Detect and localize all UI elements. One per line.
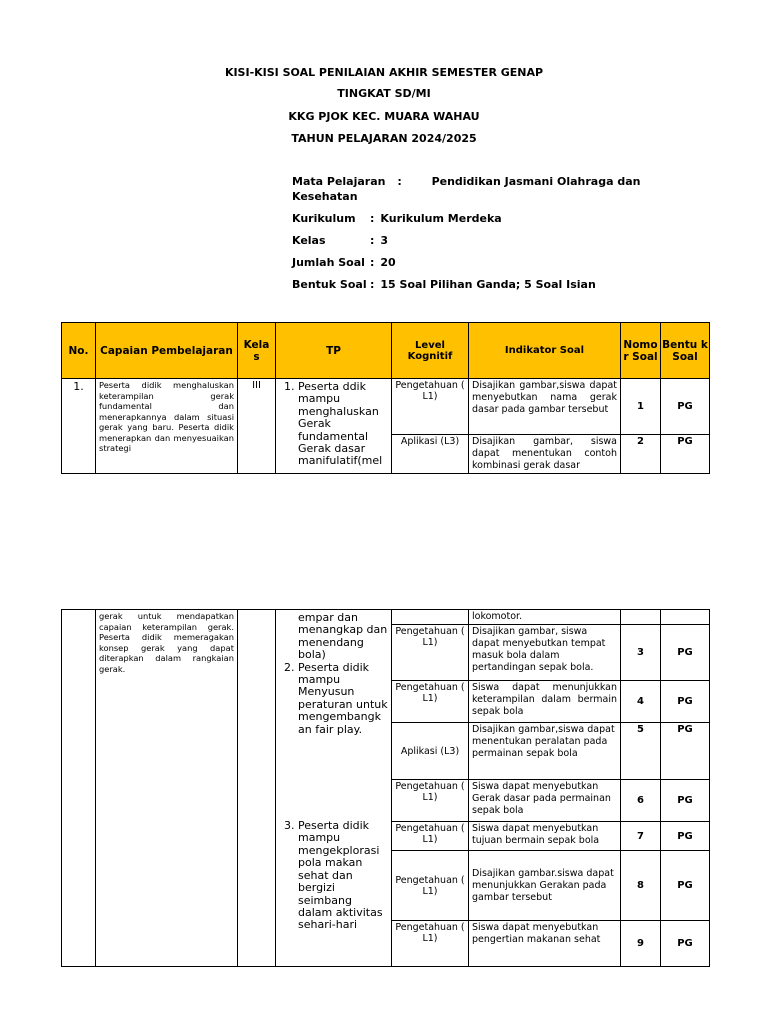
level-cell: Aplikasi (L3) — [392, 723, 469, 780]
indikator-cell: Disajikan gambar,siswa dapat menentukan peralatan pada permainan sepak bola — [469, 723, 621, 780]
meta-jumlah-label: Jumlah Soal — [292, 256, 365, 269]
row-no-cont — [62, 610, 96, 967]
indikator-cell: Siswa dapat menunjukkan keterampilan dalam bermain sepak bola — [469, 681, 621, 723]
bentuk-cell: PG — [661, 435, 710, 474]
level-cell: Pengetahuan ( L1) — [392, 851, 469, 921]
nomor-cell: 3 — [621, 625, 661, 681]
header-kelas: Kela s — [238, 323, 276, 379]
tp-item-2: 2. Peserta didik mampu Menyusun peraturan untuk mengembangk an fair play. — [298, 662, 389, 736]
header-bentuk: Bentu k Soal — [661, 323, 710, 379]
nomor-cell: 5 — [621, 723, 661, 780]
capaian-text: Peserta didik menghaluskan keterampilan gerak fundamental dan menerapkannya dalam situasi gerak yang baru. Peserta didik menerapkan dan menyesuaikan strategi — [96, 379, 238, 474]
indikator-cell: Disajikan gambar, siswa dapat menyebutkan tempat masuk bola dalam pertandingan sepak bola. — [469, 625, 621, 681]
indikator-cell: Siswa dapat menyebutkan pengertian makanan sehat — [469, 921, 621, 967]
bentuk-cell: PG — [661, 921, 710, 967]
level-cell: Pengetahuan ( L1) — [392, 822, 469, 851]
tp-cell-cont — [276, 610, 392, 967]
level-cell: Aplikasi (L3) — [392, 435, 469, 474]
level-cell: Pengetahuan ( L1) — [392, 921, 469, 967]
doc-subtitle-year: TAHUN PELAJARAN 2024/2025 — [291, 132, 477, 145]
bentuk-cell: PG — [661, 780, 710, 822]
nomor-cell: 1 — [621, 379, 661, 435]
meta-mapel-cont: Kesehatan — [292, 190, 358, 203]
tp-item-1-cont: empar dan menangkap dan menendang bola) — [298, 611, 388, 662]
meta-mapel-sep: : — [397, 175, 402, 188]
level-cell: Pengetahuan ( L1) — [392, 379, 469, 435]
header-tp: TP — [276, 323, 392, 379]
meta-kurikulum-label: Kurikulum — [292, 212, 356, 225]
meta-kelas-label: Kelas — [292, 234, 326, 247]
indikator-cell: Disajikan gambar,siswa dapat menyebutkan nama gerak dasar pada gambar tersebut — [469, 379, 621, 435]
kelas-cont — [238, 610, 276, 967]
meta-kurikulum — [292, 212, 502, 225]
meta-kelas — [292, 234, 388, 247]
bentuk-cell: PG — [661, 851, 710, 921]
bentuk-cell: PG — [661, 723, 710, 780]
meta-sep: : — [370, 212, 375, 225]
bentuk-cell: PG — [661, 625, 710, 681]
doc-subtitle-level: TINGKAT SD/MI — [337, 87, 431, 100]
level-cell-cont — [392, 610, 469, 625]
tp-item-1: 1. Peserta ddik mampu menghaluskan Gerak fundamental Gerak dasar manifulatif(mel — [298, 381, 389, 468]
meta-bentuk-value: 15 Soal Pilihan Ganda; 5 Soal Isian — [380, 278, 596, 291]
meta-mapel — [292, 175, 640, 188]
meta-bentuk — [292, 278, 596, 291]
level-cell: Pengetahuan ( L1) — [392, 780, 469, 822]
meta-mapel-label: Mata Pelajaran — [292, 175, 386, 188]
table-header-row — [62, 323, 710, 379]
capaian-text-cont: gerak untuk mendapatkan capaian keterampilan gerak. Peserta didik memeragakan konsep gerak yang dapat diterapkan dalam rangkaian gerak. — [96, 610, 238, 967]
meta-mapel-value: Pendidikan Jasmani Olahraga dan — [431, 175, 641, 188]
kisi-table-page1 — [61, 322, 710, 474]
nomor-cell: 4 — [621, 681, 661, 723]
meta-bentuk-label: Bentuk Soal — [292, 278, 367, 291]
indikator-cell: Siswa dapat menyebutkan Gerak dasar pada permainan sepak bola — [469, 780, 621, 822]
nomor-cell: 8 — [621, 851, 661, 921]
indikator-cell-cont: lokomotor. — [469, 610, 621, 625]
header-cp: Capaian Pembelajaran — [96, 323, 238, 379]
kelas-value: III — [238, 379, 276, 474]
meta-kurikulum-value: Kurikulum Merdeka — [380, 212, 502, 225]
meta-sep: : — [370, 256, 375, 269]
meta-jumlah-value: 20 — [380, 256, 396, 269]
meta-sep: : — [370, 234, 375, 247]
tp-cell — [276, 379, 392, 474]
indikator-cell: Disajikan gambar.siswa dapat menunjukkan Gerakan pada gambar tersebut — [469, 851, 621, 921]
bentuk-cell: PG — [661, 681, 710, 723]
bentuk-cell-cont — [661, 610, 710, 625]
nomor-cell: 9 — [621, 921, 661, 967]
doc-subtitle-org: KKG PJOK KEC. MUARA WAHAU — [288, 110, 480, 123]
nomor-cell: 6 — [621, 780, 661, 822]
nomor-cell: 2 — [621, 435, 661, 474]
meta-jumlah — [292, 256, 396, 269]
header-level: Level Kognitif — [392, 323, 469, 379]
doc-title: KISI-KISI SOAL PENILAIAN AKHIR SEMESTER GENAP — [224, 66, 544, 79]
header-nomor: Nomo r Soal — [621, 323, 661, 379]
level-cell: Pengetahuan ( L1) — [392, 625, 469, 681]
meta-sep: : — [370, 278, 375, 291]
kisi-table-page2 — [61, 609, 710, 967]
indikator-cell: Siswa dapat menyebutkan tujuan bermain sepak bola — [469, 822, 621, 851]
tp-item-3: 3. Peserta didik mampu mengekplorasi pola makan sehat dan bergizi seimbang dalam aktivitas sehari-hari — [298, 820, 389, 932]
table-row — [62, 379, 710, 435]
header-indikator: Indikator Soal — [469, 323, 621, 379]
table-row — [62, 610, 710, 625]
row-no: 1. — [62, 379, 96, 474]
header-no: No. — [62, 323, 96, 379]
bentuk-cell: PG — [661, 379, 710, 435]
bentuk-cell: PG — [661, 822, 710, 851]
nomor-cell-cont — [621, 610, 661, 625]
level-cell: Pengetahuan ( L1) — [392, 681, 469, 723]
indikator-cell: Disajikan gambar, siswa dapat menentukan contoh kombinasi gerak dasar — [469, 435, 621, 474]
nomor-cell: 7 — [621, 822, 661, 851]
meta-kelas-value: 3 — [380, 234, 389, 247]
